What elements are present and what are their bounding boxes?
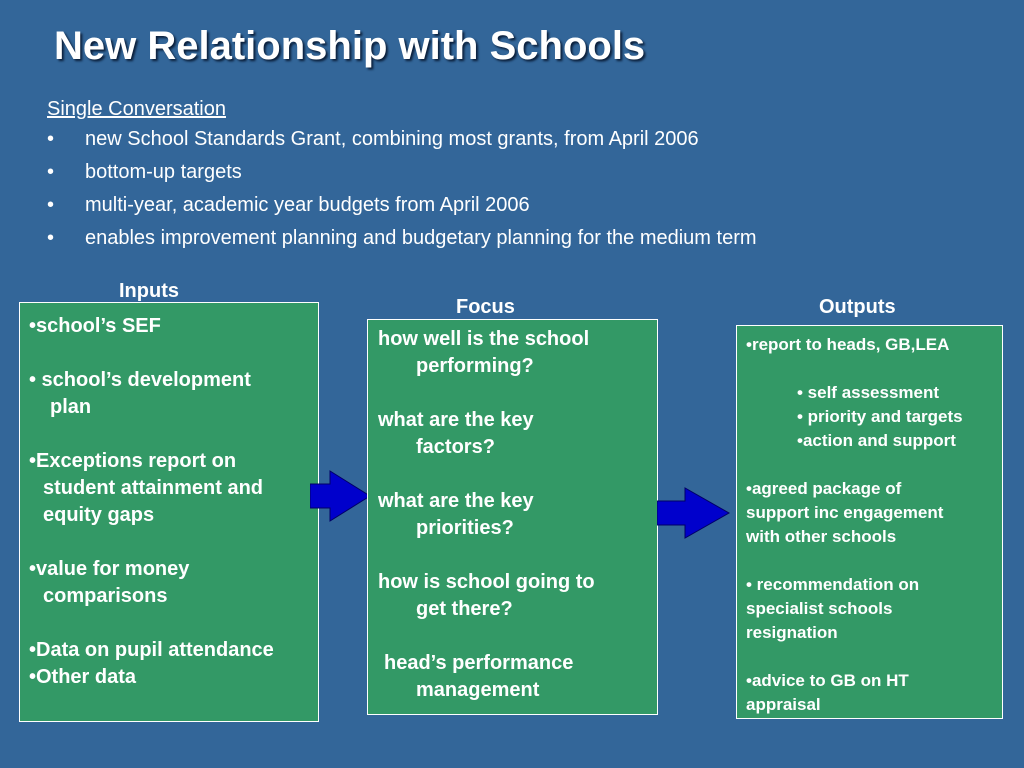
focus-question-continuation: management [416,679,540,701]
right-arrow-icon [657,487,731,539]
focus-box [367,319,658,715]
bullet-item [47,161,757,194]
output-item-continuation: with other schools [746,527,897,546]
focus-question-continuation: priorities? [416,517,514,539]
input-item: •Data on pupil attendance [29,639,274,661]
focus-question: what are the key [378,409,534,431]
output-item-continuation: resignation [746,623,838,642]
focus-label: Focus [456,296,515,318]
input-item-continuation: comparisons [43,585,168,607]
output-item: • recommendation on [746,575,920,594]
bullet-text: enables improvement planning and budgetary planning for the medium term [85,227,757,249]
focus-question-continuation: get there? [416,598,513,620]
bullet-item [47,194,757,227]
output-item: •agreed package of [746,479,902,498]
right-arrow-icon [310,470,372,522]
input-item-continuation: plan [50,396,92,418]
bullet-marker: • [47,128,55,150]
outputs-box [736,325,1003,719]
output-subitem: •action and support [797,431,956,450]
output-subitem: • priority and targets [797,407,963,426]
input-item: •Other data [29,666,137,688]
output-item: •advice to GB on HT [746,671,909,690]
input-item: •school’s SEF [29,315,161,337]
outputs-label: Outputs [819,296,896,318]
section-heading: Single Conversation [47,98,226,120]
focus-question: what are the key [378,490,534,512]
output-item-continuation: specialist schools [746,599,893,618]
output-item-continuation: support inc engagement [746,503,944,522]
slide-title: New Relationship with Schools [54,24,646,68]
output-subitem: • self assessment [797,383,940,402]
focus-question: how is school going to [378,571,595,593]
bullet-text: new School Standards Grant, combining most grants, from April 2006 [85,128,699,150]
bullet-marker: • [47,227,55,249]
output-item: •report to heads, GB,LEA [746,335,950,354]
focus-question-continuation: performing? [416,355,534,377]
bullet-item [47,128,757,161]
bullet-text: multi-year, academic year budgets from April 2006 [85,194,530,216]
bullet-list [47,128,757,260]
input-item: •value for money [29,558,190,580]
input-item: • school’s development [29,369,251,391]
bullet-marker: • [47,161,55,183]
bullet-text: bottom-up targets [85,161,242,183]
focus-question: how well is the school [378,328,590,350]
inputs-label: Inputs [119,280,179,302]
focus-question: head’s performance [384,652,574,674]
input-item-continuation: equity gaps [43,504,155,526]
bullet-marker: • [47,194,55,216]
input-item-continuation: student attainment and [43,477,264,499]
bullet-item [47,227,757,260]
input-item: •Exceptions report on [29,450,237,472]
output-item-continuation: appraisal [746,695,821,714]
inputs-box [19,302,319,722]
focus-question-continuation: factors? [416,436,495,458]
